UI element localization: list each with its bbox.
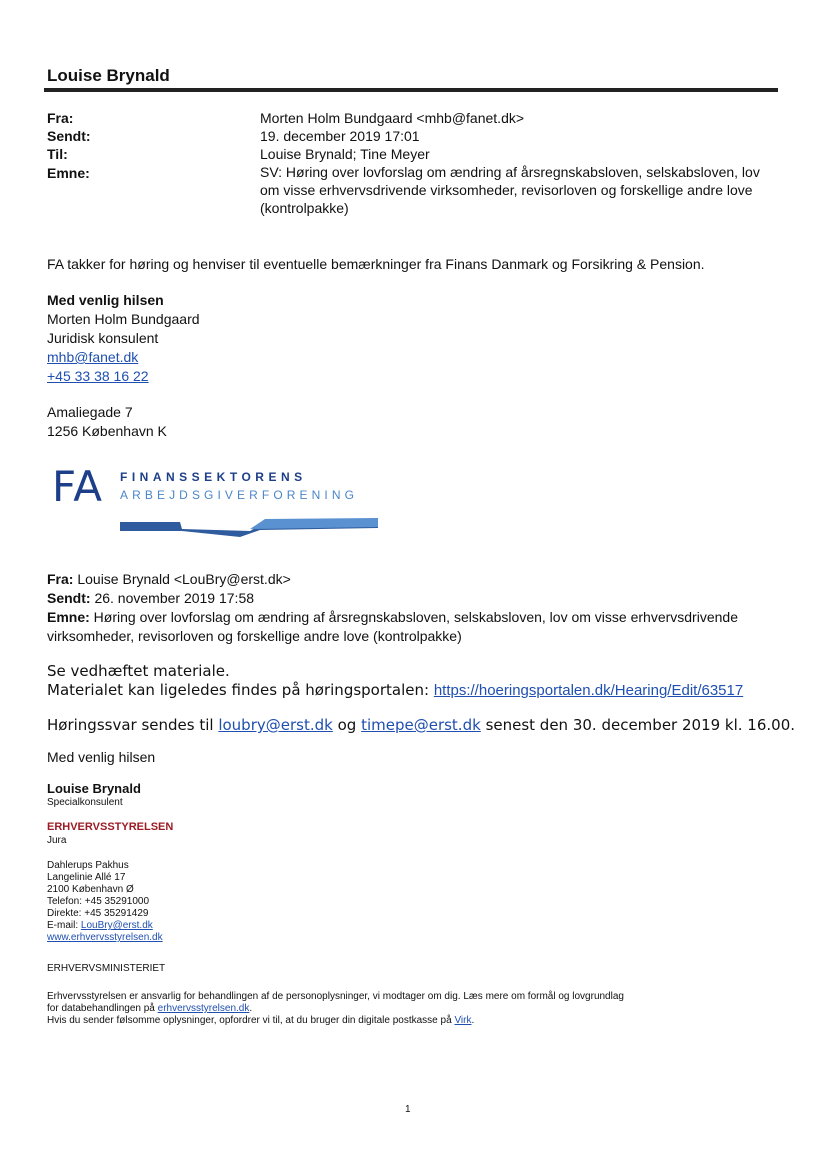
privacy-line3-suffix: .: [471, 1015, 475, 1026]
privacy-line2-suffix: .: [249, 1003, 253, 1014]
reply-signature: [47, 291, 200, 386]
orig-line2-prefix: Materialet kan ligeledes findes på høringsportalen:: [47, 681, 434, 699]
privacy-link[interactable]: erhvervsstyrelsen.dk: [157, 1003, 250, 1014]
page-number: 1: [405, 1104, 411, 1115]
orig-subject-value: Høring over lovforslag om ændring af årsregnskabsloven, selskabsloven, lov om visse erhvervsdrivende virksomheder, revisorloven og forskellige andre love (kontrolpakke): [47, 609, 738, 644]
title-divider: [44, 88, 778, 92]
to-value: Louise Brynald; Tine Meyer: [260, 146, 430, 162]
orig-sig-title: Specialkonsulent: [47, 797, 123, 808]
fa-logo: [52, 462, 382, 542]
subject-value: SV: Høring over lovforslag om ændring af årsregnskabsloven, selskabsloven, lov om visse erhvervsdrivende virksomheder, revisorloven og forskellige andre love (kontrolpakke): [260, 164, 760, 216]
resp-prefix: Høringssvar sendes til: [47, 716, 219, 734]
from-label: Fra:: [47, 110, 74, 126]
reply-street: Amaliegade 7: [47, 404, 133, 420]
orig-from-value: Louise Brynald <LouBry@erst.dk>: [73, 571, 291, 587]
subject-label: Emne:: [47, 165, 90, 181]
website-link[interactable]: www.erhvervsstyrelsen.dk: [47, 932, 163, 943]
reply-email-link[interactable]: mhb@fanet.dk: [47, 349, 139, 365]
reply-name: Morten Holm Bundgaard: [47, 311, 200, 327]
phone-direct: Direkte: +45 35291429: [47, 908, 149, 919]
sent-label: Sendt:: [47, 128, 91, 144]
fa-logo-line1: FINANSSEKTORENS: [120, 470, 307, 484]
fa-logo-swoosh: [120, 517, 382, 537]
resp-suffix: senest den 30. december 2019 kl. 16.00.: [480, 716, 796, 734]
privacy-line3-prefix: Hvis du sender følsomme oplysninger, opfordrer vi til, at du bruger din digitale postkasse på: [47, 1015, 455, 1026]
reply-city: 1256 København K: [47, 423, 167, 439]
privacy-line2-prefix: for databehandlingen på: [47, 1003, 158, 1014]
addr-line1: Dahlerups Pakhus: [47, 860, 129, 871]
agency-address: [47, 860, 163, 944]
sent-value: 19. december 2019 17:01: [260, 128, 420, 144]
sig-email-link[interactable]: LouBry@erst.dk: [80, 920, 153, 931]
addr-line2: Langelinie Allé 17: [47, 872, 126, 883]
virk-link[interactable]: Virk: [454, 1015, 472, 1026]
reply-body: FA takker for høring og henviser til eventuelle bemærkninger fra Finans Danmark og Forsikring & Pension.: [47, 256, 705, 272]
orig-body: [47, 662, 743, 700]
addr-line3: 2100 København Ø: [47, 884, 134, 895]
to-label: Til:: [47, 146, 68, 162]
response-line: [47, 716, 795, 734]
orig-sent-value: 26. november 2019 17:58: [90, 590, 255, 606]
ministry-name: ERHVERVSMINISTERIET: [47, 963, 166, 974]
orig-line1: Se vedhæftet materiale.: [47, 662, 230, 680]
reply-address: [47, 403, 167, 441]
orig-from-label: Fra:: [47, 571, 74, 587]
phone-main: Telefon: +45 35291000: [47, 896, 150, 907]
orig-greeting: Med venlig hilsen: [47, 749, 156, 765]
orig-subject-label: Emne:: [47, 609, 90, 625]
orig-sig-name: Louise Brynald: [47, 781, 141, 796]
portal-link[interactable]: https://hoeringsportalen.dk/Hearing/Edit/63517: [433, 682, 744, 699]
orig-sent-label: Sendt:: [47, 590, 91, 606]
agency-name: ERHVERVSSTYRELSEN: [47, 821, 174, 833]
privacy-notice: [47, 991, 787, 1027]
agency-dept: Jura: [47, 835, 67, 846]
reply-phone-link[interactable]: +45 33 38 16 22: [47, 368, 149, 384]
reply-title: Juridisk konsulent: [47, 330, 159, 346]
original-header: [47, 570, 767, 646]
email-label: E-mail:: [47, 920, 81, 931]
fa-logo-line2: ARBEJDSGIVERFORENING: [120, 488, 359, 502]
document-title: Louise Brynald: [47, 66, 170, 85]
privacy-line1: Erhvervsstyrelsen er ansvarlig for behandlingen af de personoplysninger, vi modtager om dig. Læs mere om formål og lovgrundlag: [47, 991, 624, 1002]
fa-logo-mark: FA: [52, 462, 104, 511]
reply-greeting: Med venlig hilsen: [47, 292, 164, 308]
resp-email1-link[interactable]: loubry@erst.dk: [218, 716, 333, 734]
resp-mid: og: [332, 716, 362, 734]
resp-email2-link[interactable]: timepe@erst.dk: [361, 716, 481, 734]
from-value: Morten Holm Bundgaard <mhb@fanet.dk>: [260, 110, 525, 126]
